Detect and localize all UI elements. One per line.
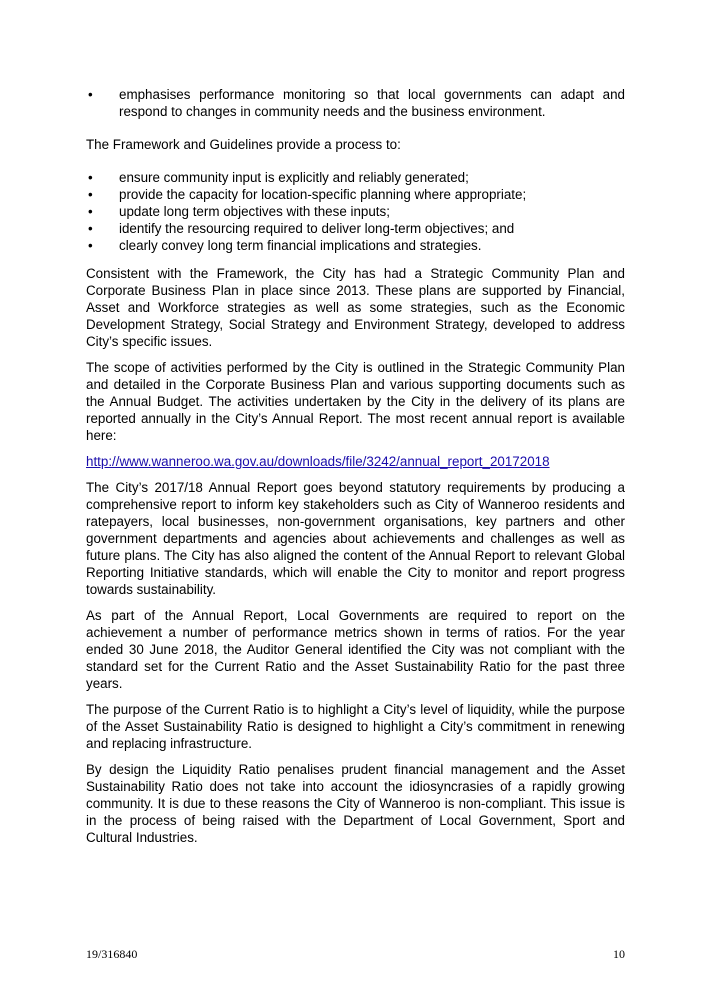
bullet-icon: • [88, 170, 93, 185]
paragraph-ratios: As part of the Annual Report, Local Governments are required to report on the achievement a number of performance metrics shown in terms of ratios. For the year ended 30 June 2018, the Auditor General identified the City was not compliant with the standard set for the Current Ratio and the Asset Sustainability Ratio for the past three years. [86, 608, 625, 691]
paragraph-liquidity: By design the Liquidity Ratio penalises prudent financial management and the Asset Sustainability Ratio does not take into account the idiosyncrasies of a rapidly growing community. It is due to these reasons the City of Wanneroo is non-compliant. This issue is in the process of being raised with the Department of Local Government, Sport and Cultural Industries. [86, 762, 625, 845]
annual-report-link[interactable]: http://www.wanneroo.wa.gov.au/downloads/file/3242/annual_report_20172018 [86, 454, 550, 469]
page-footer [86, 947, 625, 962]
list-item [86, 203, 625, 220]
document-reference: 19/316840 [86, 947, 138, 961]
bullet-icon: • [88, 187, 93, 202]
bullet-list-top [86, 86, 625, 120]
list-item [86, 86, 625, 120]
list-item [86, 186, 625, 203]
intro-text: The Framework and Guidelines provide a process to: [86, 137, 401, 152]
list-item-text: emphasises performance monitoring so that local governments can adapt and respond to changes in community needs and the business environment. [119, 87, 625, 119]
list-item-text: provide the capacity for location-specific planning where appropriate; [119, 187, 527, 202]
paragraph-current-ratio: The purpose of the Current Ratio is to highlight a City’s level of liquidity, while the purpose of the Asset Sustainability Ratio is designed to highlight a City’s commitment in renewing and replacing infrastructure. [86, 702, 625, 751]
list-item-text: clearly convey long term financial implications and strategies. [119, 238, 482, 253]
list-item [86, 169, 625, 186]
bullet-list-process [86, 169, 625, 254]
document-body [86, 86, 625, 846]
paragraph-framework: Consistent with the Framework, the City has had a Strategic Community Plan and Corporate Business Plan in place since 2013. These plans are supported by Financial, Asset and Workforce strategies as well as some strategies, such as the Economic Development Strategy, Social Strategy and Environment Strategy, developed to address City’s specific issues. [86, 266, 625, 349]
list-item-text: identify the resourcing required to deliver long-term objectives; and [119, 221, 515, 236]
list-item [86, 220, 625, 237]
list-item-text: update long term objectives with these inputs; [119, 204, 390, 219]
bullet-icon: • [88, 221, 93, 236]
paragraph-scope: The scope of activities performed by the City is outlined in the Strategic Community Plan and detailed in the Corporate Business Plan and various supporting documents such as the Annual Budget. The activities undertaken by the City in the delivery of its plans are reported annually in the City’s Annual Report. The most recent annual report is available here: [86, 360, 625, 443]
bullet-icon: • [88, 204, 93, 219]
bullet-icon: • [88, 87, 93, 102]
page-number: 10 [613, 947, 625, 961]
list-item-text: ensure community input is explicitly and reliably generated; [119, 170, 469, 185]
list-item [86, 237, 625, 254]
paragraph-annual-report: The City’s 2017/18 Annual Report goes beyond statutory requirements by producing a comprehensive report to inform key stakeholders such as City of Wanneroo residents and ratepayers, local businesses, non-government organisations, key partners and other government departments and agencies about achievements and challenges as well as future plans. The City has also aligned the content of the Annual Report to relevant Global Reporting Initiative standards, which will enable the City to monitor and report progress towards sustainability. [86, 480, 625, 597]
bullet-icon: • [88, 238, 93, 253]
